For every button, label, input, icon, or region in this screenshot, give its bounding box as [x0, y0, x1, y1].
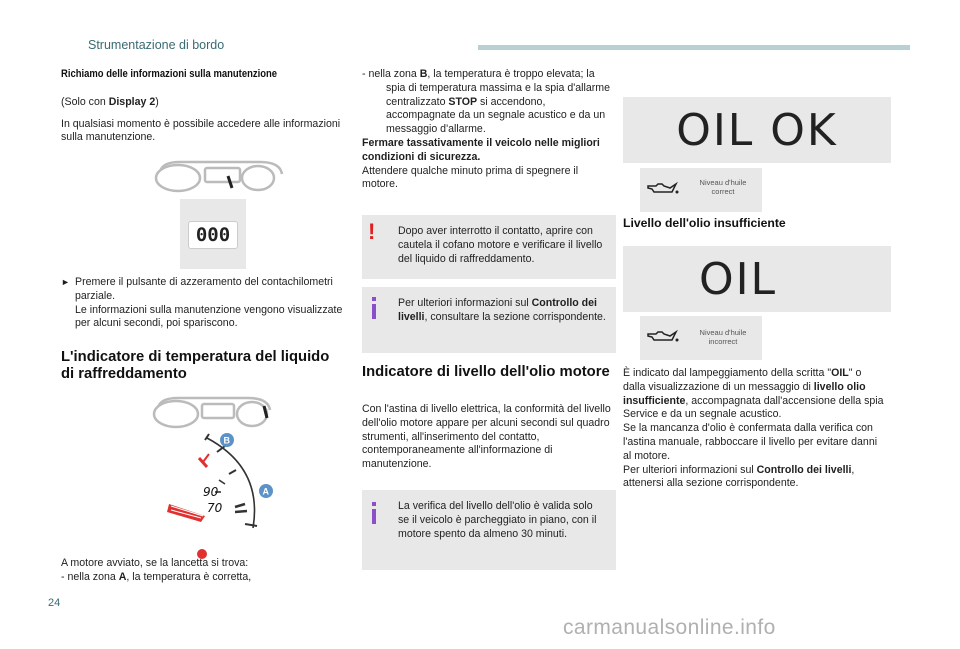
- display-note: (Solo con Display 2): [61, 95, 159, 108]
- oil-can-icon: [646, 180, 680, 198]
- zone-a-line: - nella zona A, la temperatura è corretta,: [61, 570, 252, 583]
- cluster-illustration: [150, 158, 290, 194]
- engine-running-text: A motore avviato, se la lancetta si trova: - nella zona A, la temperatura è corretta,: [61, 557, 351, 585]
- bullet-arrow-icon: ►: [61, 277, 70, 287]
- header-bar: [478, 45, 910, 50]
- oil-ok-display: OIL OK: [676, 105, 838, 156]
- middle-column: [362, 68, 614, 192]
- maintenance-intro: In qualsiasi momento è possibile accedere alle informazioni sulla manutenzione.: [61, 117, 341, 144]
- page-number: 24: [48, 597, 61, 609]
- zone-b-badge: B: [223, 435, 230, 446]
- reset-instruction: ► Premere il pulsante di azzeramento del contachilometri parziale. Le informazioni sulla manutenzione vengono visualizzate per alcuni secondi, poi spariscono.: [61, 276, 343, 330]
- oil-insufficient-text: [623, 367, 885, 491]
- coolant-title: L'indicatore di temperatura del liquido di raffreddamento: [61, 349, 330, 382]
- section-header: Strumentazione di bordo: [88, 38, 225, 52]
- temperature-gauge-illustration: [165, 432, 280, 560]
- oil-display: OIL: [698, 254, 778, 305]
- zone-b-text: - nella zona B, la temperatura è troppo elevata; la spia di temperatura massima e la spia d'allarme centralizzato STOP si accendono, accompagnate da un segnale acustico e da un messaggio d'allarme.: [362, 68, 610, 136]
- zone-a-badge: A: [262, 486, 269, 497]
- gauge-label-70: 70: [207, 501, 223, 515]
- cluster-illustration-2: [148, 394, 278, 430]
- oil-indicator-title: Indicatore di livello dell'olio motore: [362, 364, 610, 380]
- left-column: [61, 68, 351, 153]
- oil-warning-paragraph: È indicato dal lampeggiamento della scritta "OIL" o dalla visualizzazione di un messaggio di livello olio insufficiente, accompagnata dall'accensione della spia Service e da un segnale acustico.: [623, 367, 884, 421]
- wait-text: Attendere qualche minuto prima di spegnere il motore.: [362, 164, 579, 191]
- oil-info-box: La verifica del livello dell'olio è valida solo se il veicolo è parcheggiato in piano, con il motore spento da almeno 30 minuti.: [362, 490, 616, 570]
- oil-reference-paragraph: Per ulteriori informazioni sul Controllo dei livelli, attenersi alla sezione corrispondente.: [623, 463, 855, 490]
- oil-insufficient-title: Livello dell'olio insufficiente: [623, 216, 786, 230]
- odometer-display: 000: [188, 221, 238, 249]
- oil-indicator-text: Con l'astina di livello elettrica, la conformità del livello dell'olio motore appare per alcuni secondi sul quadro strumenti, all'inserimento del contatto, contemporaneamente all'informazione di manutenzione.: [362, 403, 611, 471]
- info-icon: [371, 502, 377, 524]
- watermark: carmanualsonline.info: [563, 616, 776, 639]
- info-icon: [371, 297, 377, 319]
- gauge-label-90: 90: [203, 485, 219, 499]
- niveau-correct-text: Niveau d'huile correct: [699, 178, 747, 196]
- warning-icon: !: [368, 219, 376, 244]
- oil-can-icon: [646, 328, 680, 346]
- stop-warning: Fermare tassativamente il veicolo nelle migliori condizioni di sicurezza.: [362, 136, 600, 163]
- maintenance-title: Richiamo delle informazioni sulla manutenzione: [61, 68, 278, 80]
- oil-topup-paragraph: Se la mancanza d'olio è confermata dalla verifica con l'astina manuale, rabboccare il livello per evitare danni al motore.: [623, 422, 878, 462]
- levels-info-box: Per ulteriori informazioni sul Controllo dei livelli, consultare la sezione corrispondente.: [362, 287, 616, 353]
- coolant-warning-box: ! Dopo aver interrotto il contatto, aprire con cautela il cofano motore e verificare il livello del liquido di raffreddamento.: [362, 215, 616, 279]
- niveau-incorrect-text: Niveau d'huile incorrect: [699, 328, 747, 346]
